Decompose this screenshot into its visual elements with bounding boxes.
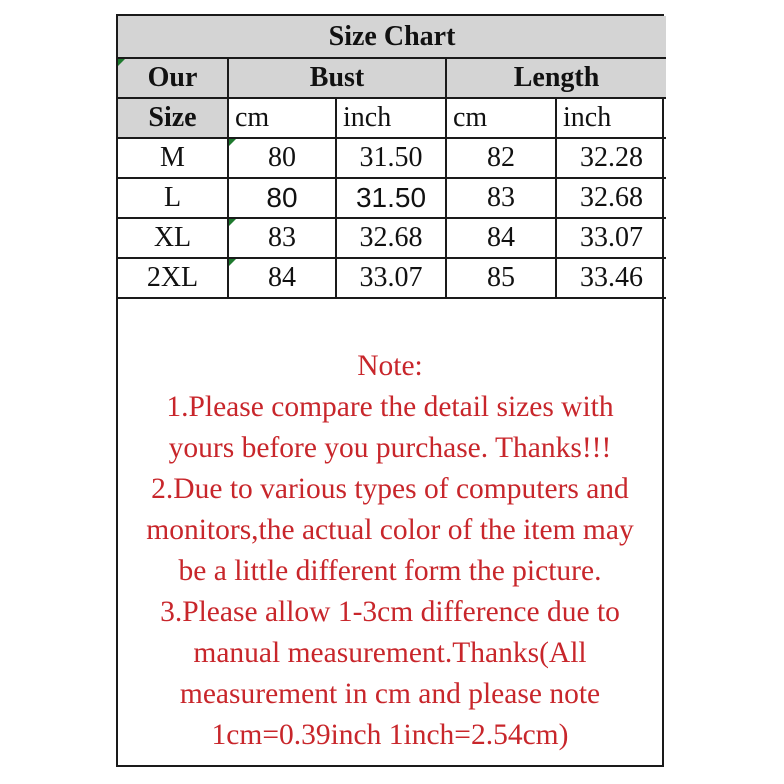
table-row <box>118 178 666 218</box>
bust-cm-value: 80 <box>228 178 336 218</box>
bust-inch-value: 33.07 <box>336 258 446 298</box>
bust-inch-value: 31.50 <box>336 138 446 178</box>
bust-inch-value: 32.68 <box>336 218 446 258</box>
note-section <box>118 346 662 756</box>
size-label: 2XL <box>118 258 228 298</box>
size-label: XL <box>118 218 228 258</box>
length-inch-value: 32.68 <box>556 178 666 218</box>
length-cm-value: 83 <box>446 178 556 218</box>
length-inch-unit: inch <box>556 98 666 138</box>
bust-cm-value: 80 <box>228 138 336 178</box>
note-line: measurement in cm and please note <box>179 678 601 710</box>
length-cm-value: 82 <box>446 138 556 178</box>
length-cm-value: 85 <box>446 258 556 298</box>
note-line: 1.Please compare the detail sizes with <box>166 391 614 423</box>
bust-cm-value: 84 <box>228 258 336 298</box>
note-line: manual measurement.Thanks(All <box>193 637 587 669</box>
length-cm-value: 84 <box>446 218 556 258</box>
size-label: L <box>118 178 228 218</box>
chart-title: Size Chart <box>118 16 666 58</box>
header-row <box>118 58 666 98</box>
length-inch-value: 33.46 <box>556 258 666 298</box>
bust-cm-unit: cm <box>228 98 336 138</box>
note-line: 3.Please allow 1-3cm difference due to <box>160 596 620 628</box>
length-header: Length <box>446 58 666 98</box>
table-row <box>118 258 666 298</box>
length-cm-unit: cm <box>446 98 556 138</box>
note-heading: Note: <box>357 350 423 382</box>
table-row <box>118 138 666 178</box>
note-line: monitors,the actual color of the item may <box>146 514 634 546</box>
length-inch-value: 33.07 <box>556 218 666 258</box>
table-row <box>118 218 666 258</box>
bust-inch-value: 31.50 <box>336 178 446 218</box>
note-line: 2.Due to various types of computers and <box>151 473 629 505</box>
size-label: M <box>118 138 228 178</box>
our-size-header-top: Our <box>118 58 228 98</box>
unit-row <box>118 98 666 138</box>
length-inch-value: 32.28 <box>556 138 666 178</box>
bust-cm-value: 83 <box>228 218 336 258</box>
title-row <box>118 16 666 58</box>
size-chart-table <box>118 16 666 299</box>
bust-inch-unit: inch <box>336 98 446 138</box>
note-line: yours before you purchase. Thanks!!! <box>168 432 612 464</box>
bust-header: Bust <box>228 58 446 98</box>
size-chart-sheet <box>116 14 664 767</box>
our-size-header-bottom: Size <box>118 98 228 138</box>
note-line: be a little different form the picture. <box>178 555 602 587</box>
note-line: 1cm=0.39inch 1inch=2.54cm) <box>211 719 569 751</box>
